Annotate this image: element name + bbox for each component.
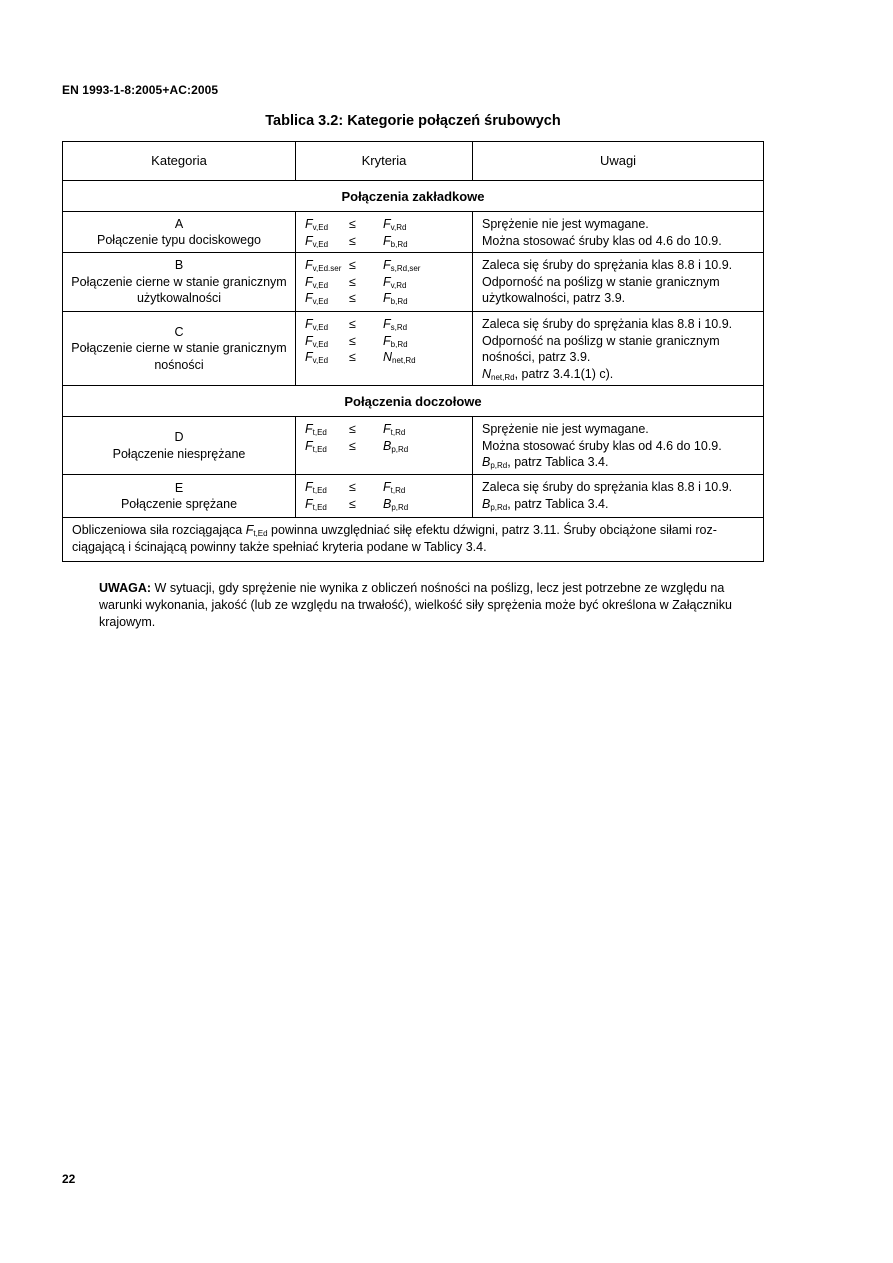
criterion-inequality: $F_{v,Ed}$ ≤ $F_{b,Rd}$ [305, 333, 408, 349]
criterion-inequality: $F_{v,Ed}$ ≤ $F_{v,Rd}$ [305, 274, 407, 290]
note-label: UWAGA: [99, 581, 152, 595]
document-header: EN 1993-1-8:2005+AC:2005 [62, 83, 219, 97]
category-cell [63, 253, 296, 311]
column-header-notes: Uwagi [599, 152, 637, 168]
note-line: Odporność na poślizg w stanie granicznym [482, 274, 720, 289]
criterion-inequality: $F_{v,Ed}$ ≤ $F_{b,Rd}$ [305, 233, 408, 249]
table-title: Tablica 3.2: Kategorie połączeń śrubowych [265, 113, 561, 129]
category-letter: B [174, 258, 184, 273]
criteria-cell [296, 417, 473, 474]
category-row-b [63, 253, 763, 312]
note-line: Można stosować śruby klas od 4.6 do 10.9. [482, 438, 722, 453]
category-cell [63, 417, 296, 474]
criterion-inequality: $F_{t,Ed}$ ≤ $F_{t,Rd}$ [305, 480, 406, 495]
note-line: Zaleca się śruby do sprężania klas 8.8 i 10.9. [482, 258, 733, 272]
note-line: Sprężenie nie jest wymagane. [482, 217, 649, 231]
note-line: Odporność na poślizg w stanie granicznym [482, 333, 720, 348]
notes-cell [473, 312, 763, 385]
category-cell [63, 475, 296, 517]
criterion-inequality: $F_{t,Ed}$ ≤ $B_{p,Rd}$ [305, 496, 409, 512]
category-row-a [63, 212, 763, 253]
criterion-inequality: $F_{t,Ed}$ ≤ $B_{p,Rd}$ [305, 438, 409, 454]
criterion-inequality: $F_{v,Ed}$ ≤ $N_{net,Rd}$ [305, 350, 416, 365]
notes-cell [473, 475, 763, 517]
section-lap-joints: Połączenia zakładkowe [63, 181, 763, 212]
note-line: Zaleca się śruby do sprężania klas 8.8 i 10.9. [482, 317, 733, 331]
notes-cell [473, 417, 763, 474]
category-cell [63, 212, 296, 252]
table-footnote: Obliczeniowa siła rozciągająca $F_{t,Ed}$ powinna uwzględniać siłę efektu dźwigni, patrz 3.11. Śruby obciążone siłami roz- ciągającą i ścinającą powinny także spełniać kryteria podane w Tablicy 3.4. [72, 523, 717, 554]
category-row-c [63, 312, 763, 386]
category-description: Połączenie sprężane [120, 497, 238, 511]
criteria-cell [296, 253, 473, 311]
note-line: Sprężenie nie jest wymagane. [482, 422, 649, 436]
category-letter: C [174, 324, 184, 339]
criterion-inequality: $F_{v,Ed}$ ≤ $F_{s,Rd}$ [305, 317, 408, 332]
criterion-inequality: $F_{v,Ed.ser}$ ≤ $F_{s,Rd,ser}$ [305, 258, 421, 273]
criterion-inequality: $F_{t,Ed}$ ≤ $F_{t,Rd}$ [305, 422, 406, 437]
section-end-plate-joints: Połączenia doczołowe [63, 386, 763, 417]
table-header-row [63, 142, 763, 181]
criteria-cell [296, 312, 473, 385]
note-text: W sytuacji, gdy sprężenie nie wynika z obliczeń nośności na poślizg, lecz jest potrzebne ze względu na warunki wykonania, jakość (lub ze względu na trwałość), wielkość siły sprężenia może być określona w Załączniku krajowym. [99, 581, 732, 629]
category-row-d [63, 417, 763, 475]
note-line: Zaleca się śruby do sprężania klas 8.8 i 10.9. [482, 480, 733, 494]
note-paragraph [99, 580, 765, 631]
note-line: $B_{p,Rd}$, patrz Tablica 3.4. [482, 496, 609, 512]
notes-cell [473, 212, 763, 252]
bolt-categories-table [62, 141, 764, 562]
category-cell [63, 312, 296, 385]
column-header-category: Kategoria [63, 142, 296, 180]
note-line: nośności, patrz 3.9. [482, 350, 591, 364]
category-description: Połączenie cierne w stanie granicznym [71, 341, 287, 356]
category-description: Połączenie niesprężane [112, 446, 246, 461]
category-description: użytkowalności [136, 291, 222, 306]
category-letter: D [174, 430, 184, 444]
category-row-e [63, 475, 763, 518]
note-line: Można stosować śruby klas od 4.6 do 10.9. [482, 233, 722, 248]
category-description: nośności [154, 357, 204, 372]
category-description: Połączenie cierne w stanie granicznym [71, 274, 287, 289]
note-line: $N_{net,Rd}$, patrz 3.4.1(1) c). [482, 366, 614, 382]
category-letter: E [174, 480, 184, 495]
table-footnote-row [63, 518, 763, 561]
page-number: 22 [62, 1172, 76, 1186]
criterion-inequality: $F_{v,Ed}$ ≤ $F_{v,Rd}$ [305, 217, 407, 232]
category-description: Połączenie typu dociskowego [97, 233, 261, 247]
note-line: $B_{p,Rd}$, patrz Tablica 3.4. [482, 455, 609, 470]
note-line: użytkowalności, patrz 3.9. [482, 291, 626, 305]
column-header-criteria: Kryteria [296, 142, 473, 180]
criteria-cell [296, 212, 473, 252]
criterion-inequality: $F_{v,Ed}$ ≤ $F_{b,Rd}$ [305, 291, 408, 306]
notes-cell [473, 253, 763, 311]
criteria-cell [296, 475, 473, 517]
category-letter: A [174, 216, 184, 231]
